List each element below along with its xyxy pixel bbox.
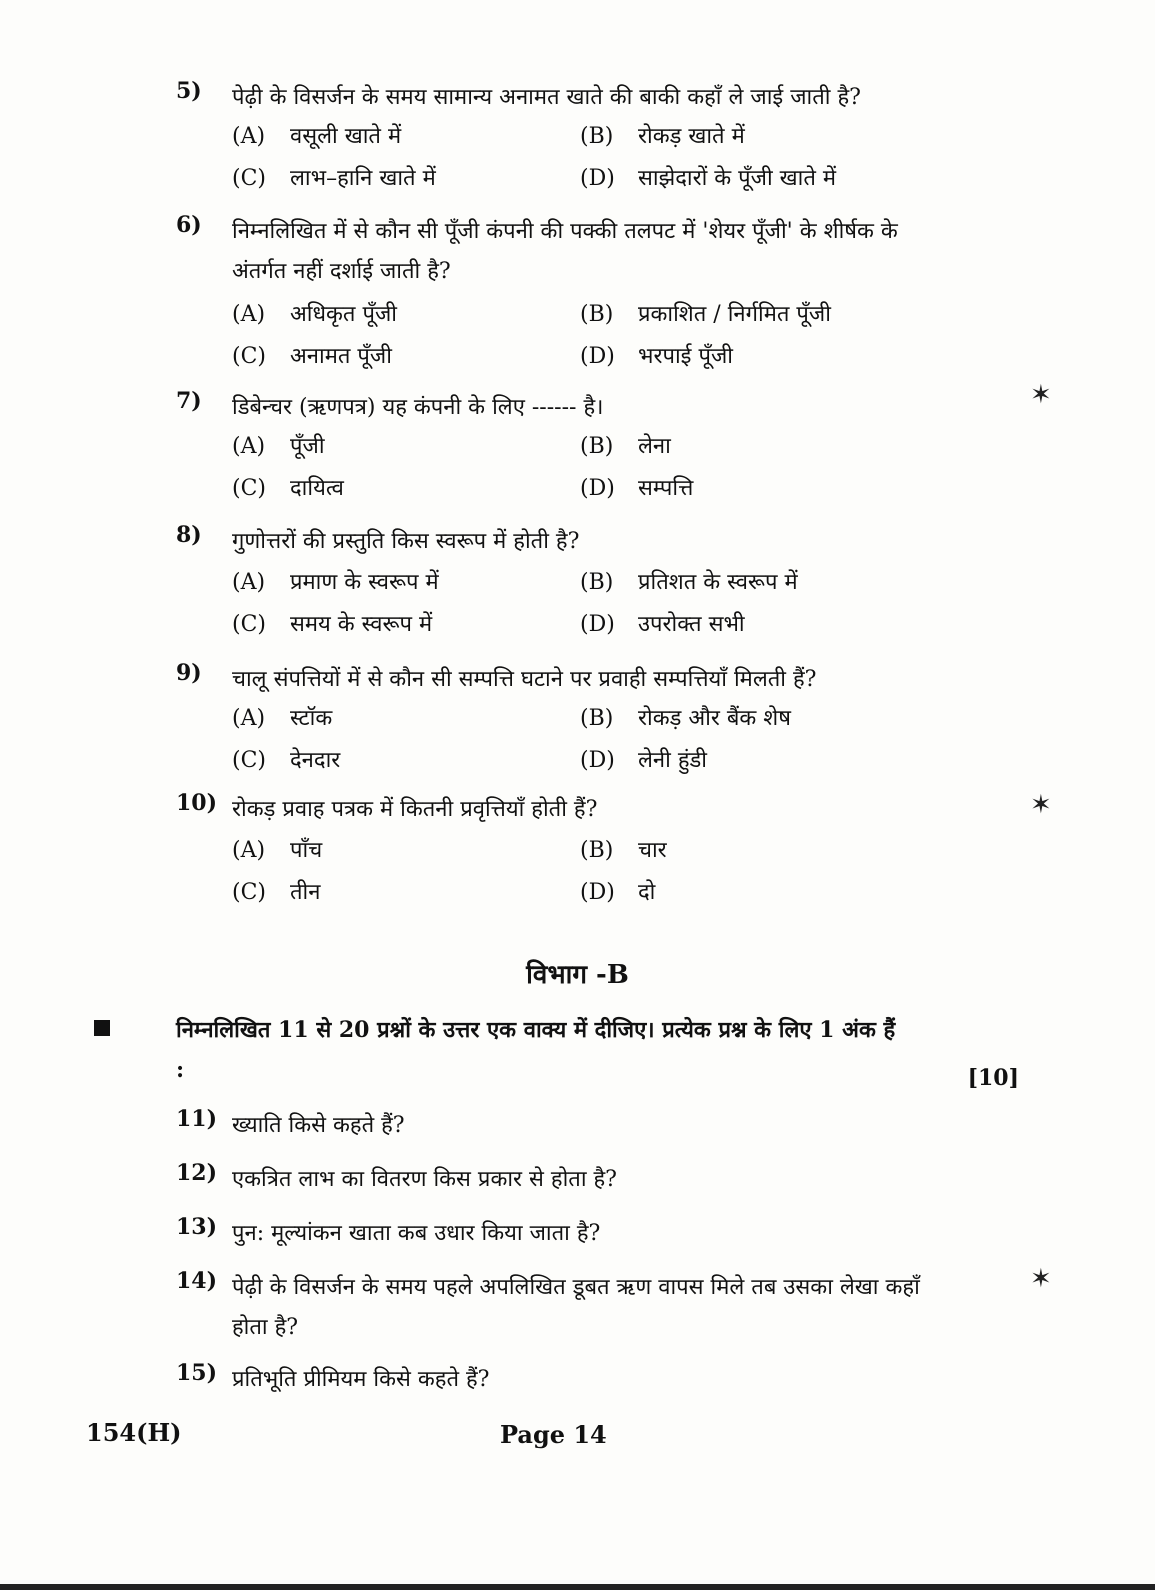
question-number: 10) [176, 790, 218, 816]
question-text: निम्नलिखित में से कौन सी पूँजी कंपनी की पक्की तलपट में 'शेयर पूँजी' के शीर्षक के अंतर्गत नहीं दर्शाई जाती है? [232, 219, 898, 284]
question-10 [176, 790, 936, 910]
option-d: (D) लेनी हुंडी [580, 748, 707, 773]
question-text: चालू संपत्तियों में से कौन सी सम्पत्ति घटाने पर प्रवाही सम्पत्तियाँ मिलती हैं? [232, 667, 817, 692]
question-number: 13) [176, 1214, 218, 1240]
option-c: (C) देनदार [232, 748, 341, 773]
option-a: (A) स्टॉक [232, 706, 333, 731]
question-6 [176, 212, 936, 372]
option-b: (B) रोकड़ और बैंक शेष [580, 706, 791, 731]
question-5 [176, 78, 936, 198]
question-number: 9) [176, 660, 202, 686]
option-c: (C) दायित्व [232, 476, 344, 501]
scan-mark-icon: ✶ [1030, 1264, 1052, 1294]
question-text: डिबेन्चर (ऋणपत्र) यह कंपनी के लिए ------ है। [232, 395, 604, 420]
question-8 [176, 522, 936, 642]
question-number: 8) [176, 522, 202, 548]
option-d: (D) साझेदारों के पूँजी खाते में [580, 166, 837, 191]
question-number: 5) [176, 78, 202, 104]
question-9 [176, 660, 936, 780]
bullet-square-icon [94, 1020, 110, 1036]
option-b: (B) रोकड़ खाते में [580, 124, 745, 149]
option-a: (A) अधिकृत पूँजी [232, 302, 397, 327]
scan-mark-icon: ✶ [1030, 790, 1052, 820]
section-b-title: विभाग -B [526, 960, 629, 990]
scan-edge [0, 1584, 1155, 1590]
question-text: रोकड़ प्रवाह पत्रक में कितनी प्रवृत्तियाँ होती हैं? [232, 797, 598, 822]
question-number: 14) [176, 1268, 218, 1294]
question-text: पेढ़ी के विसर्जन के समय पहले अपलिखित डूबत ऋण वापस मिले तब उसका लेखा कहाँ होता है? [232, 1275, 920, 1340]
section-b-marks: [10] [967, 1065, 1019, 1091]
question-text: एकत्रित लाभ का वितरण किस प्रकार से होता है? [232, 1167, 617, 1192]
question-number: 7) [176, 388, 202, 414]
option-a: (A) पूँजी [232, 434, 325, 459]
question-7 [176, 388, 936, 508]
option-c: (C) लाभ–हानि खाते में [232, 166, 436, 191]
page-number: Page 14 [500, 1420, 607, 1449]
option-a: (A) वसूली खाते में [232, 124, 402, 149]
option-c: (C) समय के स्वरूप में [232, 612, 433, 637]
option-d: (D) दो [580, 880, 656, 905]
option-a: (A) प्रमाण के स्वरूप में [232, 570, 439, 595]
option-c: (C) तीन [232, 880, 321, 905]
option-b: (B) चार [580, 838, 667, 863]
question-15 [176, 1360, 936, 1400]
question-12 [176, 1160, 936, 1200]
question-text: पुन: मूल्यांकन खाता कब उधार किया जाता है? [232, 1221, 601, 1246]
paper-code: 154(H) [86, 1418, 182, 1447]
question-number: 6) [176, 212, 202, 238]
question-text: गुणोत्तरों की प्रस्तुति किस स्वरूप में होती है? [232, 529, 580, 554]
scan-mark-icon: ✶ [1030, 380, 1052, 410]
option-d: (D) उपरोक्त सभी [580, 612, 745, 637]
question-text: पेढ़ी के विसर्जन के समय सामान्य अनामत खाते की बाकी कहाँ ले जाई जाती है? [232, 85, 861, 110]
section-b-instruction: निम्नलिखित 11 से 20 प्रश्नों के उत्तर एक वाक्य में दीजिए। प्रत्येक प्रश्न के लिए 1 अंक हैं : [176, 1017, 896, 1083]
option-b: (B) प्रतिशत के स्वरूप में [580, 570, 798, 595]
option-a: (A) पाँच [232, 838, 323, 863]
question-number: 15) [176, 1360, 218, 1386]
question-11 [176, 1106, 936, 1146]
question-14 [176, 1268, 936, 1348]
question-number: 11) [176, 1106, 218, 1132]
option-b: (B) लेना [580, 434, 671, 459]
question-13 [176, 1214, 936, 1254]
option-b: (B) प्रकाशित / निर्गमित पूँजी [580, 302, 831, 327]
question-number: 12) [176, 1160, 218, 1186]
option-d: (D) भरपाई पूँजी [580, 344, 733, 369]
option-c: (C) अनामत पूँजी [232, 344, 392, 369]
question-text: प्रतिभूति प्रीमियम किसे कहते हैं? [232, 1367, 490, 1392]
option-d: (D) सम्पत्ति [580, 476, 694, 501]
question-text: ख्याति किसे कहते हैं? [232, 1113, 405, 1138]
